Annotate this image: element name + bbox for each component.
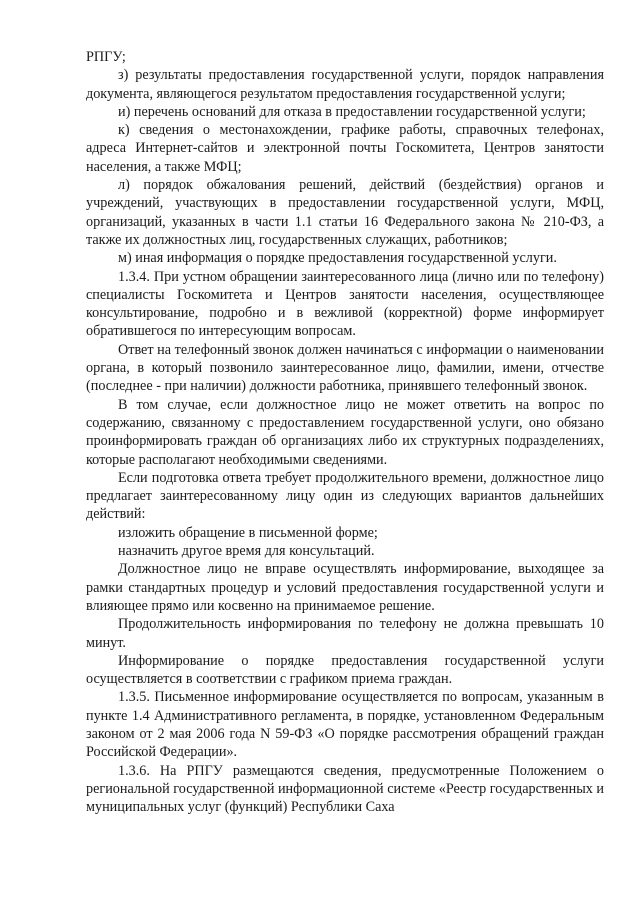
paragraph-1-3-5: 1.3.5. Письменное информирование осуществляется по вопросам, указанным в пункте 1.4 Административного регламента, в порядке, установленном Федеральным законом от 2 мая 2006 года N 59-ФЗ «О порядке рассмотрения обращений граждан Российской Федерации». xyxy=(86,689,604,761)
paragraph-1-3-4: 1.3.4. При устном обращении заинтересованного лица (лично или по телефону) специалисты Госкомитета и Центров занятости населения, осуществляющее консультирование, подробно и в вежливой (корректной) форме информирует обратившегося по интересующим вопросам. xyxy=(86,268,604,340)
paragraph-duration: Продолжительность информирования по телефону не должна превышать 10 минут. xyxy=(86,616,604,651)
list-item-i: и) перечень оснований для отказа в предоставлении государственной услуги; xyxy=(118,103,586,120)
option-other-time: назначить другое время для консультаций. xyxy=(118,543,375,560)
list-item-k: к) сведения о местонахождении, графике работы, справочных телефонах, адреса Интернет-сайтов и электронной почты Госкомитета, Центров занятости населения, а также МФЦ; xyxy=(86,122,604,175)
paragraph-schedule: Информирование о порядке предоставления государственной услуги осуществляется в соответствии с графиком приема граждан. xyxy=(86,652,604,688)
paragraph-not-allowed: Должностное лицо не вправе осуществлять информирование, выходящее за рамки стандартных процедур и условий предоставления государственной услуги и влияющее прямо или косвенно на принимаемое решение. xyxy=(86,561,604,614)
paragraph-cannot-answer: В том случае, если должностное лицо не может ответить на вопрос по содержанию, связанному с предоставлением государственной услуги, оно обязано проинформировать граждан об организациях либо их структурных подразделениях, которые располагают необходимыми сведениями. xyxy=(86,396,604,468)
list-item-z: з) результаты предоставления государственной услуги, порядок направления документа, являющегося результатом предоставления государственной услуги; xyxy=(86,67,604,102)
paragraph-continuation: РПГУ; xyxy=(86,49,126,65)
document-body xyxy=(86,48,604,816)
list-item-l: л) порядок обжалования решений, действий (бездействия) органов и учреждений, участвующих в предоставлении государственной услуги, МФЦ, организаций, указанных в части 1.1 статьи 16 Федерального закона № 210-ФЗ, а также их должностных лиц, государственных служащих, работников; xyxy=(86,177,604,248)
paragraph-phone-answer: Ответ на телефонный звонок должен начинаться с информации о наименовании органа, в который позвонило заинтересованное лицо, фамилии, имени, отчестве (последнее - при наличии) должности работника, принявшего телефонный звонок. xyxy=(86,341,604,395)
paragraph-long-answer: Если подготовка ответа требует продолжительного времени, должностное лицо предлагает заинтересованному лицу один из следующих вариантов дальнейших действий: xyxy=(86,469,604,523)
list-item-m: м) иная информация о порядке предоставления государственной услуги. xyxy=(118,250,557,267)
paragraph-1-3-6: 1.3.6. На РПГУ размещаются сведения, предусмотренные Положением о региональной государственной информационной системе «Реестр государственных и муниципальных услуг (функций) Республики Саха xyxy=(86,762,604,816)
option-written-form: изложить обращение в письменной форме; xyxy=(118,524,378,541)
